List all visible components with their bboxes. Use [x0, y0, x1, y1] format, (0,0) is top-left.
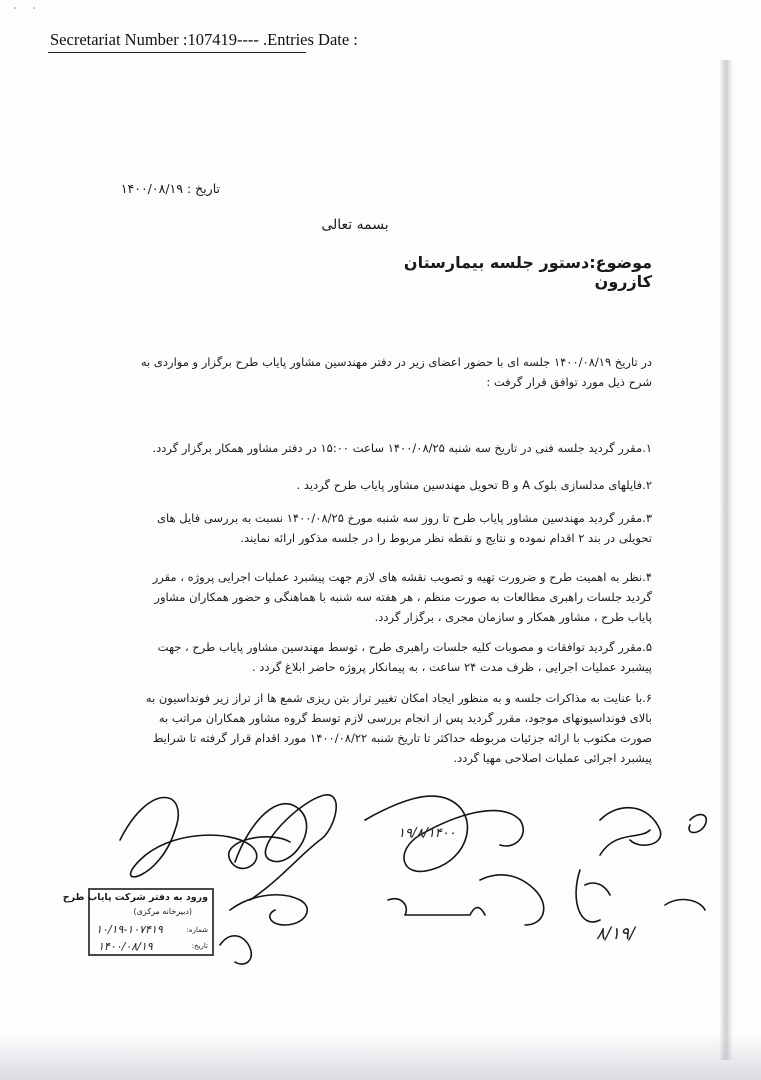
signature-9 — [230, 895, 307, 925]
agreement-item-5: ۵.مقرر گردید توافقات و مصوبات کلیه جلسات راهبری طرح ، توسط مهندسین مشاور پایاب طرح ، جهت پیشبرد عملیات اجرایی ، ظرف مدت ۲۴ ساعت ، به پیمانکار پروژه حاضر ابلاغ گردد . — [157, 640, 652, 674]
signature-4 — [600, 808, 661, 846]
handwritten-date-2: ۸/۱۹/ — [596, 924, 635, 944]
signature-8 — [388, 899, 485, 915]
bismillah-heading: بسمه تعالی — [321, 217, 389, 233]
scan-speck — [12, 6, 42, 10]
stamp-date-label: تاریخ: — [191, 942, 208, 950]
stamp-subtitle: (دبیرخانه مرکزی) — [133, 907, 192, 916]
signature-2 — [235, 795, 336, 900]
scan-shadow-right — [719, 60, 733, 1060]
scan-shadow-bottom — [0, 1034, 761, 1080]
handwritten-date-1: ۱۹/۸/۱۴۰۰ — [398, 826, 456, 841]
stamp-number-value: ۱۰/۱۹-۱۰۷۴۱۹ — [96, 923, 163, 936]
signature-12 — [665, 900, 705, 910]
agreement-item-6: ۶.با عنایت به مذاکرات جلسه و به منظور ایجاد امکان تغییر تراز بتن ریزی شمع ها از تراز زیر فونداسیون به بالای فونداسیونهای موجود، مقرر گردید پس از انجام بررسی لازم توسط گروه مشاور همکاران مراتب به صورت مکتوب با ارائه جزئیات مربوطه حداکثر تا تاریخ شنبه ۱۴۰۰/۰۸/۲۲ مورد اقدام قرار گرفته تا شرایط پیشبرد اجرائی عملیات اصلاحی مهیا گردد. — [145, 691, 652, 765]
agreement-item-4: ۴.نظر به اهمیت طرح و ضرورت تهیه و تصویب نقشه های لازم جهت پیشبرد عملیات اجرایی پروژه ، مقرر گردید جلسات راهبری مطالعات به صورت منظم ، هر هفته سه شنبه با هماهنگی و حضور همکاران مشاور پایاب طرح ، مشاور همکار و سازمان مجری ، برگزار گردد. — [152, 570, 652, 624]
agreement-item-2: ۲.فایلهای مدلسازی بلوک A و B تحویل مهندسین مشاور پایاب طرح گردید . — [296, 478, 652, 492]
signature-6 — [576, 870, 610, 922]
signature-1 — [120, 798, 290, 877]
stamp-title: ورود به دفتر شرکت پایاب طرح — [62, 892, 208, 903]
letter-subject: موضوع:دستور جلسه بیمارستان کازرون — [403, 253, 652, 291]
stamp-date-value: ۱۴۰۰/۰۸/۱۹ — [98, 940, 153, 953]
signature-10 — [220, 936, 251, 964]
signature-7 — [480, 875, 544, 925]
secretariat-header: Secretariat Number :107419---- .Entries Date : — [50, 30, 358, 49]
signature-11 — [689, 815, 706, 833]
agreement-item-1: ۱.مقرر گردید جلسه فنی در تاریخ سه شنبه ۱۴۰۰/۰۸/۲۵ ساعت ۱۵:۰۰ در دفتر مشاور همکار برگزار گردد. — [152, 441, 652, 455]
intro-paragraph: در تاریخ ۱۴۰۰/۰۸/۱۹ جلسه ای با حضور اعضای زیر در دفتر مهندسین مشاور پایاب طرح برگزار و مواردی به شرح ذیل مورد توافق قرار گرفت : — [140, 355, 652, 389]
stamp-number-label: شماره: — [186, 926, 208, 934]
secretariat-entry-stamp — [62, 888, 214, 956]
header-underline — [48, 52, 306, 53]
letter-date: تاریخ : ۱۴۰۰/۰۸/۱۹ — [120, 181, 220, 196]
agreement-item-3: ۳.مقرر گردید مهندسین مشاور پایاب طرح تا روز سه شنبه مورخ ۱۴۰۰/۰۸/۲۵ نسبت به بررسی فایل های تحویلی در بند ۲ اقدام نموده و نتایج و نقطه نظر مربوط را در جلسه مذکور ارائه نمایند. — [157, 511, 652, 545]
signature-5 — [600, 830, 650, 855]
